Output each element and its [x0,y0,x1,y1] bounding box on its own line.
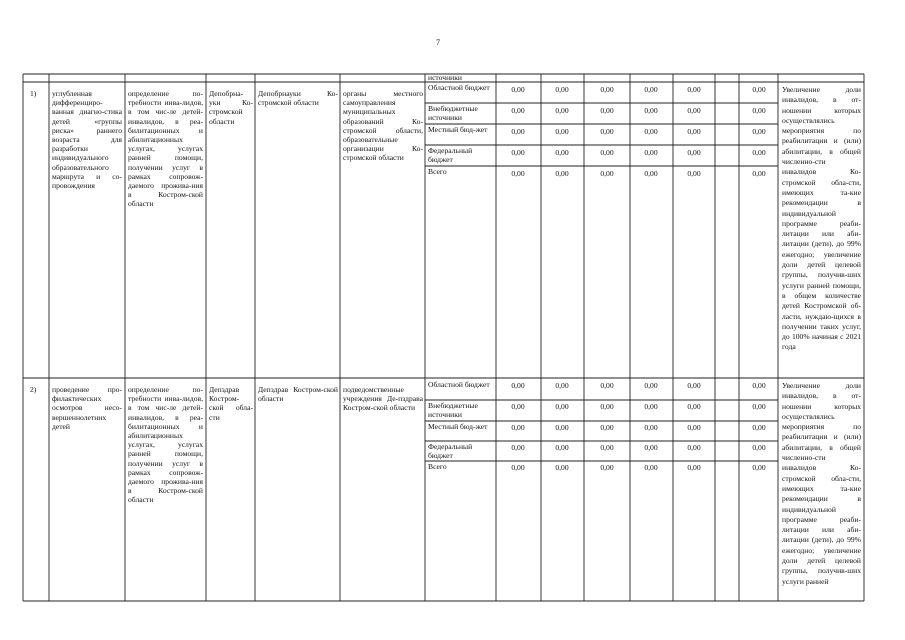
source-label: Местный бюд-жет [428,422,488,431]
activity-name: проведение про-филактических осмотров несо-вершеннолетних детей [52,385,122,431]
budget-value: 0,00 [511,85,525,94]
indicator: определение по-требности инва-лидов, в том чис-ле детей-инвалидов, в реа-билитационных и абилитационных услугах, услугах ранней помощи, получении услуг в рамках сопровож-даемого прожива-ния в Костром-ской области [128,89,203,209]
budget-value: 0,00 [752,381,766,390]
budget-value: 0,00 [752,85,766,94]
source-label: Всего [428,462,447,471]
budget-value: 0,00 [600,106,614,115]
source-label: Внебюджетные источники [428,401,478,419]
expected-result: Увеличение доли инвалидов, в от-ношении которых осуществлялись мероприятия по реабилитации и (или) абилитации, в общей численно-сти инвалидов Ко-стромской обла-сти, имеющих та-кие рекомендации в индивидуальной программе реаби-литации или аби-литации (дети), до 99% ежегодно; увеличение доли детей целевой группы, получив-ших услуги ранней [782,381,861,586]
budget-value: 0,00 [600,85,614,94]
budget-value: 0,00 [555,381,569,390]
budget-value: 0,00 [555,463,569,472]
budget-value: 0,00 [555,169,569,178]
source-label: Федеральный бюджет [428,442,473,460]
budget-value: 0,00 [752,106,766,115]
budget-value: 0,00 [600,381,614,390]
budget-value: 0,00 [644,148,658,157]
budget-value: 0,00 [511,463,525,472]
coexecutor: Депздрав Костром-ской области [258,385,338,404]
budget-value: 0,00 [644,106,658,115]
budget-value: 0,00 [511,381,525,390]
budget-value: 0,00 [644,443,658,452]
row-number: 1) [30,89,37,98]
budget-value: 0,00 [644,169,658,178]
budget-value: 0,00 [644,463,658,472]
budget-value: 0,00 [555,85,569,94]
responsible: Депобрна-уки Ко-стромской области [209,89,253,126]
budget-value: 0,00 [555,148,569,157]
budget-value: 0,00 [555,106,569,115]
budget-value: 0,00 [511,443,525,452]
source-label: Областной бюджет [428,380,490,389]
budget-value: 0,00 [687,106,701,115]
budget-value: 0,00 [687,169,701,178]
expected-result: Увеличение доли инвалидов, в от-ношении которых осуществлялись мероприятия по реабилитации и (или) абилитации, в общей численно-сти инвалидов Ко-стромской обла-сти, имеющих та-кие рекомендации в индивидуальной программе реаби-литации или аби-литации (дети), до 99% ежегодно; увеличение доли детей целевой группы, получив-ших услуги ранней помощи, в общем количестве детей Костромской об-ласти, нуждаю-щихся в получении таких услуг, до 100% начиная с 2021 года [782,85,861,352]
budget-value: 0,00 [555,423,569,432]
budget-value: 0,00 [687,148,701,157]
responsible: Депздрав Костром-ской обла-сти [209,385,253,422]
indicator: определение по-требности инва-лидов, в том чис-ле детей-инвалидов, в реа-билитационных и абилитационных услугах, услугах ранней помощи, получении услуг в рамках сопровож-даемого прожива-ния в Костром-ской области [128,385,203,505]
budget-value: 0,00 [555,402,569,411]
budget-value: 0,00 [644,423,658,432]
budget-value: 0,00 [555,127,569,136]
budget-value: 0,00 [600,127,614,136]
budget-value: 0,00 [752,127,766,136]
page-number: 7 [436,38,440,47]
participants: подведомственные учреждения Де-пздрава Костром-ской области [343,385,423,413]
budget-value: 0,00 [511,402,525,411]
budget-value: 0,00 [511,169,525,178]
coexecutor: Депобрнауки Ко-стромской области [258,89,338,108]
source-label: Внебюджетные источники [428,104,478,122]
budget-value: 0,00 [644,127,658,136]
header-continuation: источники [428,73,462,82]
source-label: Областной бюджет [428,83,490,92]
budget-value: 0,00 [644,402,658,411]
budget-value: 0,00 [687,463,701,472]
budget-value: 0,00 [687,381,701,390]
budget-value: 0,00 [644,85,658,94]
budget-value: 0,00 [511,148,525,157]
budget-value: 0,00 [600,423,614,432]
budget-value: 0,00 [644,381,658,390]
row-number: 2) [30,385,37,394]
budget-value: 0,00 [600,443,614,452]
budget-value: 0,00 [752,402,766,411]
budget-value: 0,00 [511,127,525,136]
budget-value: 0,00 [752,443,766,452]
budget-value: 0,00 [752,463,766,472]
budget-value: 0,00 [687,443,701,452]
budget-value: 0,00 [687,423,701,432]
budget-value: 0,00 [752,169,766,178]
budget-value: 0,00 [600,148,614,157]
budget-value: 0,00 [752,148,766,157]
source-label: Всего [428,167,447,176]
budget-value: 0,00 [555,443,569,452]
participants: органы местного самоуправления муниципальных образований Ко-стромской области, образовательные организации Ко-стромской области [343,89,423,163]
budget-value: 0,00 [752,423,766,432]
activity-name: углубленная дифференциро-ванная диагно-стика детей «группы риска» раннего возраста для разработки индивидуального образовательного маршрута и со-провождения [52,89,122,191]
budget-value: 0,00 [511,106,525,115]
budget-value: 0,00 [600,463,614,472]
budget-value: 0,00 [687,402,701,411]
budget-value: 0,00 [511,423,525,432]
source-label: Федеральный бюджет [428,146,473,164]
budget-value: 0,00 [600,402,614,411]
source-label: Местный бюд-жет [428,125,488,134]
budget-value: 0,00 [600,169,614,178]
budget-value: 0,00 [687,85,701,94]
budget-value: 0,00 [687,127,701,136]
